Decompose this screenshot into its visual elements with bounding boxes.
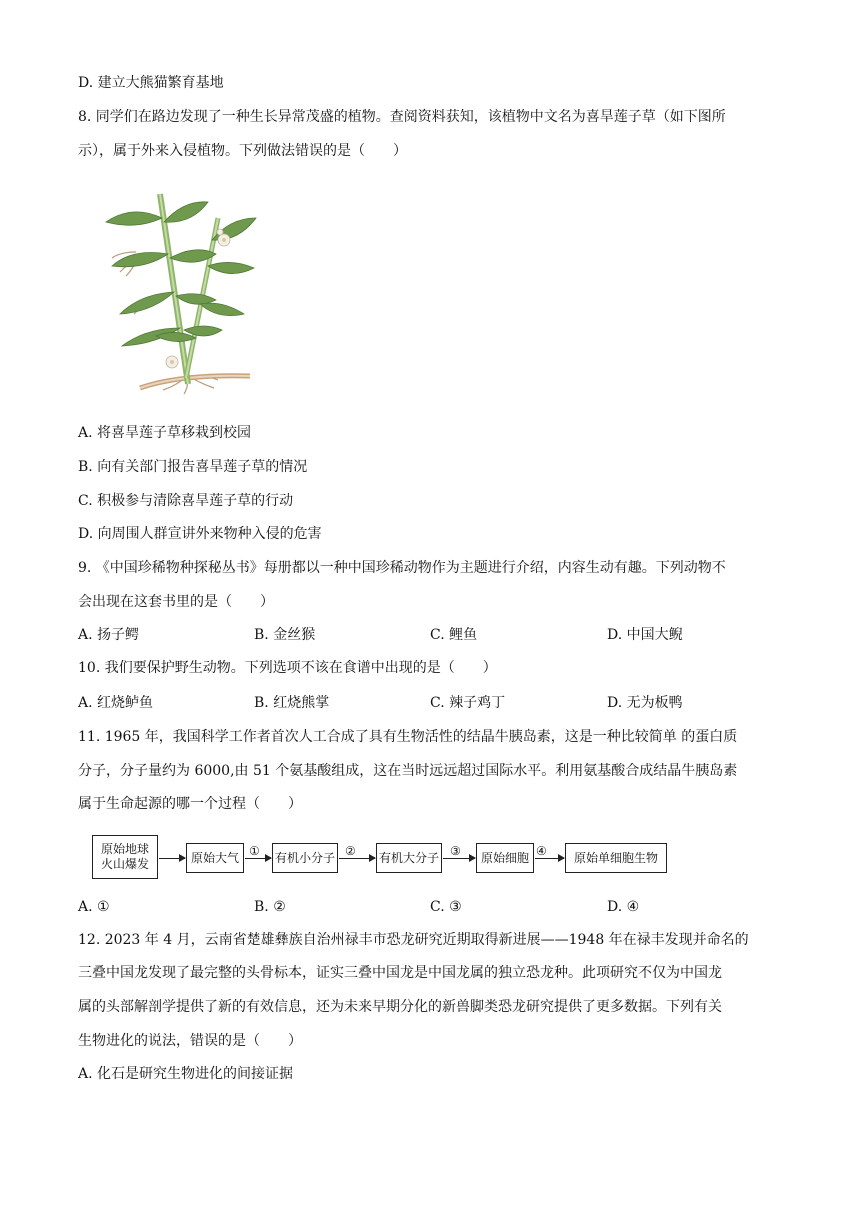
q9-option-d: D. 中国大鲵 [607,627,683,643]
q11-stem-line1: 11. 1965 年，我国科学工作者首次人工合成了具有生物活性的结晶牛胰岛素，这是一种比较简单 的蛋白质 [78,729,738,745]
flow-step-1: ① [249,844,260,858]
q11-option-d: D. ④ [607,899,640,915]
q10-stem: 10. 我们要保护野生动物。下列选项不该在食谱中出现的是（ ） [78,660,497,676]
flow-box-primitive-earth-line2: 火山爆发 [100,857,149,871]
flow-arrow-0 [159,858,185,859]
q10-option-a: A. 红烧鲈鱼 [78,695,154,711]
q12-stem-line2: 三叠中国龙发现了最完整的头骨标本，证实三叠中国龙是中国龙属的独立恐龙种。此项研究不仅为中国龙 [78,965,722,981]
q7-option-d: D. 建立大熊猫繁育基地 [78,75,224,91]
alligator-weed-plant-illustration [100,188,260,396]
q11-stem-line3: 属于生命起源的哪一个过程（ ） [78,796,302,812]
flow-box-single-cell-organism: 原始单细胞生物 [565,843,667,873]
q8-option-c: C. 积极参与清除喜旱莲子草的行动 [78,493,294,509]
q12-stem-line1: 12. 2023 年 4 月，云南省楚雄彝族自治州禄丰市恐龙研究近期取得新进展——1948 年在禄丰发现并命名的 [78,932,749,948]
flow-box-large-organic: 有机大分子 [376,843,442,873]
flow-box-small-organic: 有机小分子 [272,843,338,873]
flow-box-primitive-earth-line1: 原始地球 [100,842,149,856]
flow-box-primitive-cell: 原始细胞 [476,843,534,873]
q8-option-b: B. 向有关部门报告喜旱莲子草的情况 [78,459,308,475]
flow-box-primitive-earth [92,835,158,879]
q9-stem-line1: 9. 《中国珍稀物种探秘丛书》每册都以一种中国珍稀动物作为主题进行介绍，内容生动有趣。下列动物不 [78,560,726,576]
flow-arrow-3 [443,858,475,859]
q11-option-a: A. ① [78,899,110,915]
q10-option-d: D. 无为板鸭 [607,695,683,711]
flow-step-4: ④ [536,844,547,858]
q10-option-c: C. 辣子鸡丁 [430,695,506,711]
q9-stem-line2: 会出现在这套书里的是（ ） [78,594,274,610]
q8-option-a: A. 将喜旱莲子草移栽到校园 [78,425,252,441]
flow-step-3: ③ [450,844,461,858]
flow-step-2: ② [345,844,356,858]
flow-arrow-4 [535,858,564,859]
q8-stem-line1: 8. 同学们在路边发现了一种生长异常茂盛的植物。查阅资料获知，该植物中文名为喜旱莲子草（如下图所 [78,109,726,125]
q11-option-b: B. ② [254,899,286,915]
q11-option-c: C. ③ [430,899,462,915]
flow-arrow-1 [245,858,271,859]
flow-arrow-2 [339,858,375,859]
flow-box-primitive-atmosphere: 原始大气 [186,843,244,873]
q12-stem-line3: 属的头部解剖学提供了新的有效信息，还为未来早期分化的新兽脚类恐龙研究提供了更多数据。下列有关 [78,999,722,1015]
q8-stem-line2: 示），属于外来入侵植物。下列做法错误的是（ ） [78,143,407,159]
q9-option-b: B. 金丝猴 [254,627,316,643]
q12-option-a: A. 化石是研究生物进化的间接证据 [78,1066,294,1082]
q12-stem-line4: 生物进化的说法，错误的是（ ） [78,1033,302,1049]
q10-option-b: B. 红烧熊掌 [254,695,330,711]
life-origin-flowchart [92,835,672,879]
q9-option-a: A. 扬子鳄 [78,627,140,643]
q9-option-c: C. 鲤鱼 [430,627,478,643]
q8-option-d: D. 向周围人群宣讲外来物种入侵的危害 [78,526,322,542]
q11-stem-line2: 分子，分子量约为 6000,由 51 个氨基酸组成，这在当时远远超过国际水平。利用氨基酸合成结晶牛胰岛素 [78,763,738,779]
